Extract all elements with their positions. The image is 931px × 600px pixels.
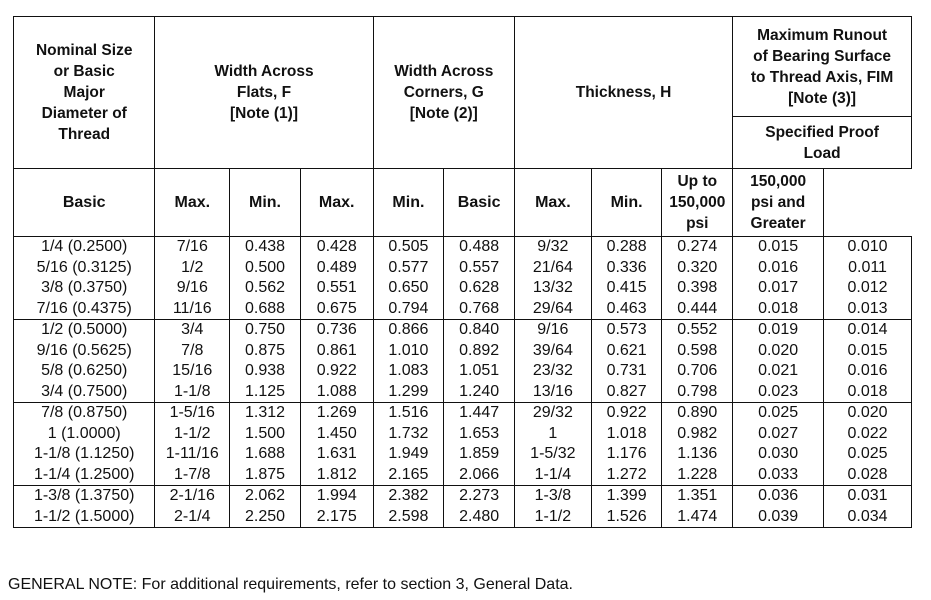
value-thick-min: 0.598 <box>677 341 718 359</box>
cell-thick-max <box>591 237 662 320</box>
value-thick-max: 0.336 <box>606 258 647 276</box>
cell-thick-basic <box>514 320 591 403</box>
cell-flats-max <box>230 320 301 403</box>
value-corners-min: 1.859 <box>459 445 500 462</box>
value-corners-min: 1.051 <box>459 362 500 379</box>
value-thick-basic: 1-3/8 <box>534 487 572 504</box>
cell-nominal <box>14 403 155 486</box>
value-nominal: 7/8 (0.8750) <box>41 404 128 421</box>
cell-corners-min <box>444 320 515 403</box>
header-line: Greater <box>750 215 806 232</box>
cell-flats-basic <box>155 486 230 528</box>
cell-thick-max <box>591 486 662 528</box>
value-corners-max: 2.598 <box>388 507 429 525</box>
value-thick-basic: 23/32 <box>532 362 573 379</box>
hex-nut-dimensions-table <box>13 16 912 528</box>
header-line: Width Across <box>214 63 314 80</box>
value-runout-low: 0.021 <box>758 362 799 379</box>
value-thick-basic: 1-1/2 <box>534 507 572 525</box>
value-runout-high: 0.014 <box>847 321 888 338</box>
header-thickness-min: Min. <box>591 169 662 237</box>
value-flats-max: 2.062 <box>244 487 286 504</box>
cell-thick-min <box>662 320 733 403</box>
cell-nominal <box>14 320 155 403</box>
value-flats-basic: 1-1/2 <box>174 424 211 442</box>
cell-nominal <box>14 237 155 320</box>
value-thick-min: 1.228 <box>677 465 718 483</box>
cell-runout-low <box>733 403 824 486</box>
value-nominal: 3/4 (0.7500) <box>41 382 128 400</box>
cell-flats-basic <box>155 320 230 403</box>
header-width-across-corners <box>373 17 514 169</box>
value-flats-max: 0.938 <box>244 362 286 379</box>
header-flats-max: Max. <box>155 169 230 237</box>
value-runout-low: 0.025 <box>758 404 799 421</box>
header-150000-psi-and-greater <box>733 169 824 237</box>
value-corners-min: 0.768 <box>459 299 500 317</box>
value-corners-min: 0.557 <box>459 258 500 276</box>
value-nominal: 1 (1.0000) <box>47 424 121 442</box>
cell-thick-min <box>662 486 733 528</box>
value-runout-low: 0.030 <box>758 445 799 462</box>
value-runout-low: 0.033 <box>758 465 799 483</box>
value-thick-basic: 1-1/4 <box>534 465 572 483</box>
value-runout-high: 0.031 <box>847 487 888 504</box>
value-corners-min: 1.653 <box>459 424 500 442</box>
value-runout-low: 0.019 <box>758 321 799 338</box>
value-flats-basic: 1-5/16 <box>169 404 215 421</box>
value-thick-basic: 21/64 <box>532 258 573 276</box>
value-flats-basic: 11/16 <box>172 299 212 317</box>
cell-flats-min <box>300 237 373 320</box>
cell-runout-low <box>733 237 824 320</box>
header-line: psi <box>686 215 709 232</box>
value-thick-max: 0.573 <box>606 321 647 338</box>
value-corners-min: 1.240 <box>459 382 500 400</box>
value-thick-max: 0.463 <box>606 299 647 317</box>
header-thickness-basic: Basic <box>444 169 515 237</box>
value-runout-low: 0.017 <box>758 279 799 296</box>
value-runout-high: 0.025 <box>847 445 888 462</box>
header-line: 150,000 <box>669 194 726 211</box>
header-line: Specified Proof <box>765 123 879 141</box>
value-flats-min: 1.631 <box>316 445 357 462</box>
value-corners-max: 0.650 <box>388 279 429 296</box>
general-note: GENERAL NOTE: For additional requirements, refer to section 3, General Data. <box>8 576 573 593</box>
value-nominal: 1-1/2 (1.5000) <box>33 507 135 525</box>
value-thick-basic: 29/64 <box>532 299 573 317</box>
cell-runout-high <box>824 237 912 320</box>
value-runout-low: 0.016 <box>758 258 799 276</box>
value-thick-max: 0.731 <box>606 362 647 379</box>
cell-runout-low <box>733 486 824 528</box>
value-nominal: 3/8 (0.3750) <box>41 279 128 296</box>
value-flats-max: 0.750 <box>244 321 286 338</box>
header-line: Load <box>803 144 841 162</box>
cell-runout-high <box>824 403 912 486</box>
cell-thick-max <box>591 320 662 403</box>
value-flats-max: 2.250 <box>244 507 286 525</box>
value-flats-min: 1.269 <box>316 404 357 421</box>
value-flats-min: 2.175 <box>316 507 357 525</box>
value-runout-high: 0.018 <box>847 382 888 400</box>
cell-corners-max <box>373 237 444 320</box>
value-flats-basic: 9/16 <box>176 279 208 296</box>
row-group-2 <box>14 320 912 403</box>
value-flats-basic: 1-7/8 <box>174 465 211 483</box>
value-flats-min: 0.551 <box>316 279 357 296</box>
cell-thick-basic <box>514 486 591 528</box>
value-flats-min: 1.812 <box>316 465 357 483</box>
value-flats-basic: 1/2 <box>181 258 204 276</box>
value-flats-min: 0.489 <box>316 258 357 276</box>
header-line: or Basic <box>53 63 115 80</box>
value-runout-high: 0.011 <box>848 258 887 276</box>
value-nominal: 9/16 (0.5625) <box>36 341 132 359</box>
value-thick-max: 0.922 <box>606 404 647 421</box>
value-thick-min: 0.552 <box>677 321 718 338</box>
value-corners-max: 0.794 <box>388 299 429 317</box>
value-flats-min: 1.994 <box>316 487 357 504</box>
value-runout-low: 0.039 <box>758 507 799 525</box>
value-flats-min: 0.428 <box>316 238 357 255</box>
cell-flats-max <box>230 237 301 320</box>
value-corners-max: 1.083 <box>388 362 429 379</box>
header-thickness <box>514 17 732 169</box>
value-runout-high: 0.010 <box>847 238 888 255</box>
header-thickness-max: Max. <box>514 169 591 237</box>
value-nominal: 1-3/8 (1.3750) <box>33 487 135 504</box>
header-line: 150,000 <box>750 173 807 190</box>
value-runout-high: 0.020 <box>847 404 888 421</box>
value-flats-min: 0.736 <box>316 321 357 338</box>
cell-flats-max <box>230 486 301 528</box>
value-runout-high: 0.028 <box>847 465 888 483</box>
value-flats-max: 1.500 <box>244 424 286 442</box>
value-thick-min: 0.706 <box>677 362 718 379</box>
value-thick-min: 0.398 <box>677 279 718 296</box>
value-flats-max: 1.125 <box>244 382 286 400</box>
value-thick-max: 0.621 <box>606 341 647 359</box>
cell-corners-min <box>444 403 515 486</box>
value-flats-max: 0.688 <box>244 299 286 317</box>
header-line: Corners, G <box>403 84 484 101</box>
cell-nominal <box>14 486 155 528</box>
value-thick-min: 0.890 <box>677 404 718 421</box>
value-thick-max: 1.018 <box>606 424 647 442</box>
cell-corners-min <box>444 486 515 528</box>
value-flats-basic: 1-11/16 <box>165 445 219 462</box>
value-nominal: 1-1/4 (1.2500) <box>33 465 135 483</box>
value-thick-min: 1.474 <box>677 507 718 525</box>
cell-flats-max <box>230 403 301 486</box>
cell-thick-max <box>591 403 662 486</box>
value-flats-max: 0.875 <box>244 341 286 359</box>
cell-corners-max <box>373 486 444 528</box>
value-corners-min: 0.628 <box>459 279 500 296</box>
value-thick-min: 0.274 <box>677 238 718 255</box>
value-corners-max: 1.010 <box>388 341 429 359</box>
header-line: psi and <box>750 194 806 211</box>
value-corners-min: 0.488 <box>459 238 500 255</box>
value-runout-low: 0.036 <box>758 487 799 504</box>
value-nominal: 1/2 (0.5000) <box>41 321 128 338</box>
header-width-across-flats <box>155 17 373 169</box>
value-corners-max: 0.577 <box>388 258 429 276</box>
value-flats-max: 0.438 <box>244 238 286 255</box>
value-corners-min: 2.273 <box>459 487 500 504</box>
cell-thick-min <box>662 403 733 486</box>
header-line: [Note (3)] <box>788 89 857 107</box>
value-thick-basic: 13/32 <box>532 279 573 296</box>
value-runout-low: 0.018 <box>758 299 799 317</box>
cell-corners-max <box>373 403 444 486</box>
header-flats-min: Min. <box>230 169 301 237</box>
value-thick-basic: 1-5/32 <box>530 445 576 462</box>
cell-thick-basic <box>514 237 591 320</box>
value-flats-min: 0.861 <box>316 341 357 359</box>
header-line: Flats, F <box>236 84 292 101</box>
value-flats-max: 1.875 <box>244 465 286 483</box>
value-thick-max: 0.415 <box>606 279 647 296</box>
cell-flats-min <box>300 320 373 403</box>
cell-flats-min <box>300 403 373 486</box>
value-thick-min: 0.444 <box>677 299 718 317</box>
cell-corners-max <box>373 320 444 403</box>
cell-flats-basic <box>155 237 230 320</box>
value-corners-min: 0.892 <box>459 341 500 359</box>
header-specified-proof-load <box>733 117 912 169</box>
value-thick-basic: 9/32 <box>537 238 569 255</box>
value-corners-max: 1.949 <box>388 445 429 462</box>
value-thick-min: 0.320 <box>677 258 718 276</box>
value-runout-high: 0.034 <box>847 507 888 525</box>
cell-corners-min <box>444 237 515 320</box>
value-corners-min: 0.840 <box>459 321 500 338</box>
value-thick-min: 1.351 <box>677 487 718 504</box>
value-thick-max: 0.288 <box>606 238 647 255</box>
value-thick-min: 0.798 <box>677 382 718 400</box>
value-flats-max: 0.500 <box>244 258 286 276</box>
value-flats-basic: 7/16 <box>176 238 208 255</box>
value-nominal: 7/16 (0.4375) <box>36 299 132 317</box>
header-line: Diameter of <box>41 105 127 122</box>
header-line: Maximum Runout <box>757 26 888 44</box>
value-flats-basic: 7/8 <box>181 341 204 359</box>
header-line: Thickness, H <box>575 84 672 101</box>
value-nominal: 1-1/8 (1.1250) <box>33 445 135 462</box>
value-corners-max: 2.382 <box>388 487 429 504</box>
header-line: of Bearing Surface <box>753 47 891 65</box>
value-flats-max: 0.562 <box>244 279 286 296</box>
value-nominal: 5/8 (0.6250) <box>41 362 128 379</box>
value-thick-basic: 1 <box>548 424 558 442</box>
header-line: Up to <box>677 173 718 190</box>
value-thick-basic: 39/64 <box>532 341 573 359</box>
header-max-runout <box>733 17 912 117</box>
value-corners-min: 2.480 <box>459 507 500 525</box>
value-flats-basic: 1-1/8 <box>174 382 211 400</box>
value-runout-low: 0.023 <box>758 382 799 400</box>
row-group-3 <box>14 403 912 486</box>
value-corners-max: 1.299 <box>388 382 429 400</box>
value-nominal: 1/4 (0.2500) <box>41 238 128 255</box>
value-corners-max: 1.732 <box>388 424 429 442</box>
row-group-4 <box>14 486 912 528</box>
header-line: [Note (2)] <box>409 105 478 122</box>
value-runout-high: 0.022 <box>847 424 888 442</box>
value-flats-basic: 3/4 <box>181 321 204 338</box>
value-thick-max: 1.526 <box>606 507 647 525</box>
header-up-to-150000-psi <box>662 169 733 237</box>
cell-runout-high <box>824 320 912 403</box>
value-nominal: 5/16 (0.3125) <box>36 258 132 276</box>
header-nominal-size <box>14 17 155 169</box>
value-flats-min: 0.675 <box>316 299 357 317</box>
cell-runout-high <box>824 486 912 528</box>
value-runout-high: 0.012 <box>847 279 888 296</box>
value-flats-min: 1.088 <box>316 382 357 400</box>
value-thick-basic: 29/32 <box>532 404 573 421</box>
value-thick-min: 0.982 <box>677 424 718 442</box>
value-flats-basic: 2-1/16 <box>169 487 215 504</box>
value-flats-basic: 2-1/4 <box>174 507 211 525</box>
value-corners-max: 0.866 <box>388 321 429 338</box>
value-thick-max: 0.827 <box>606 382 647 400</box>
value-runout-high: 0.015 <box>847 341 888 359</box>
header-corners-max: Max. <box>300 169 373 237</box>
value-thick-min: 1.136 <box>677 445 718 462</box>
value-thick-max: 1.176 <box>606 445 647 462</box>
row-group-1 <box>14 237 912 320</box>
value-flats-basic: 15/16 <box>172 362 213 379</box>
value-runout-high: 0.013 <box>847 299 888 317</box>
value-runout-low: 0.020 <box>758 341 799 359</box>
header-line: Nominal Size <box>35 42 133 59</box>
value-corners-max: 1.516 <box>388 404 429 421</box>
header-corners-min: Min. <box>373 169 444 237</box>
value-thick-basic: 13/16 <box>532 382 573 400</box>
header-line: to Thread Axis, FIM <box>750 68 894 86</box>
header-line: [Note (1)] <box>229 105 298 122</box>
value-flats-max: 1.688 <box>244 445 286 462</box>
value-flats-max: 1.312 <box>244 404 286 421</box>
header-flats-basic: Basic <box>14 169 155 237</box>
header-line: Width Across <box>394 63 494 80</box>
cell-thick-basic <box>514 403 591 486</box>
value-flats-min: 1.450 <box>316 424 357 442</box>
value-thick-basic: 9/16 <box>537 321 569 338</box>
cell-runout-low <box>733 320 824 403</box>
value-thick-max: 1.399 <box>606 487 647 504</box>
value-corners-min: 2.066 <box>459 465 500 483</box>
value-runout-low: 0.015 <box>758 238 799 255</box>
header-line: Thread <box>58 126 111 143</box>
header-line: Major <box>63 84 105 101</box>
cell-flats-basic <box>155 403 230 486</box>
value-thick-max: 1.272 <box>606 465 647 483</box>
cell-flats-min <box>300 486 373 528</box>
value-runout-high: 0.016 <box>847 362 888 379</box>
value-runout-low: 0.027 <box>758 424 799 442</box>
value-corners-min: 1.447 <box>459 404 500 421</box>
value-corners-max: 2.165 <box>388 465 429 483</box>
value-corners-max: 0.505 <box>388 238 429 255</box>
value-flats-min: 0.922 <box>316 362 357 379</box>
cell-thick-min <box>662 237 733 320</box>
